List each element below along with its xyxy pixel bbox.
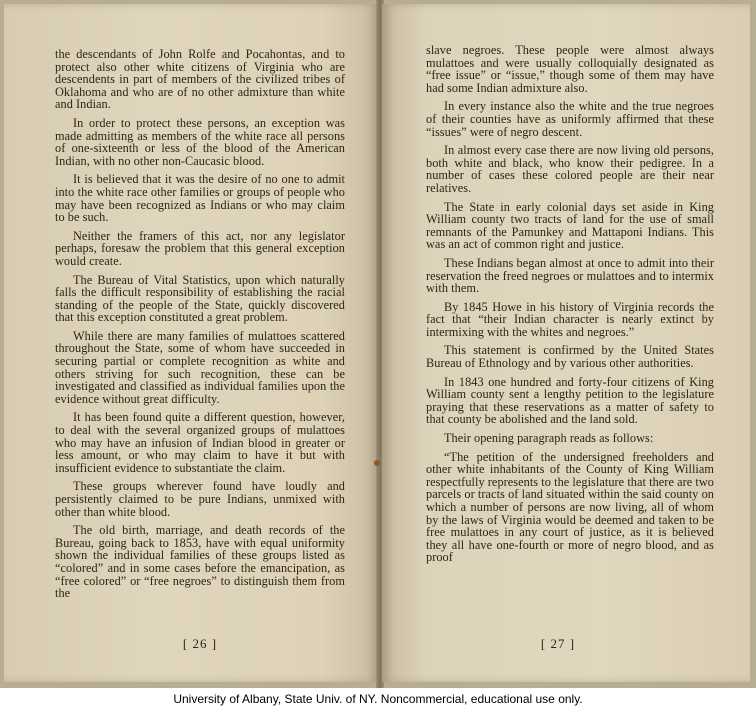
paragraph: Neither the framers of this act, nor any legislator perhaps, foresaw the problem that this general exception would create.	[55, 228, 345, 268]
page-number: [ 27 ]	[540, 636, 576, 651]
paragraph: This statement is confirmed by the United States Bureau of Ethnology and by various other authorities.	[426, 343, 714, 371]
paragraph: Their opening paragraph reads as follows:	[444, 431, 654, 446]
left-page	[4, 4, 378, 682]
binding-hole	[374, 460, 380, 466]
paragraph: In 1843 one hundred and forty-four citizens of King William county sent a lengthy petition to the legislature praying that these reservations as a matter of safety to that county be abolished and the land sold.	[426, 374, 714, 427]
paragraph: It is believed that it was the desire of no one to admit into the white race other families or groups of people who may have been recognized as Indians or who may claim to be such.	[55, 172, 345, 225]
paragraph: It has been found quite a different question, however, to deal with the several organized groups of mulattoes who may have an infusion of Indian blood in greater or less amount, or who may claim to have it but with insufficient evidence to substantiate the claim.	[55, 410, 345, 475]
right-page-text	[426, 44, 714, 570]
left-page-text	[55, 48, 345, 606]
paragraph: By 1845 Howe in his history of Virginia records the fact that “their Indian character is nearly extinct by intermixing with the whites and negroes.”	[426, 299, 714, 339]
right-page	[382, 4, 750, 682]
paragraph: “The petition of the undersigned freeholders and other white inhabitants of the County of King William respectfully represents to the legislature that there are two parcels or tracts of land situated within the said county on which a number of persons are now living, all of whom by the laws of Virginia would be deemed and taken to be free mulattoes in any court of justice, as it is believed they all have one-fourth or more of negro blood, and as proof	[426, 449, 714, 565]
paragraph: The State in early colonial days set aside in King William county two tracts of land for the use of small remnants of the Pamunkey and Mattaponi Indians. This was an act of common right and justice.	[426, 199, 714, 252]
paragraph: The Bureau of Vital Statistics, upon which naturally falls the difficult responsibility of establishing the racial standing of the people of the State, quickly discovered that this exception constituted a great problem.	[55, 272, 345, 325]
page-number: [ 26 ]	[182, 636, 218, 651]
copyright-footer: University of Albany, State Univ. of NY. Noncommercial, educational use only.	[173, 692, 583, 706]
paragraph: slave negroes. These people were almost always mulattoes and were usually colloquially designated as “free issue” or “issue,” though some of them may have had some Indian admixture also.	[426, 43, 714, 95]
paragraph: These Indians began almost at once to admit into their reservation the freed negroes or mulattoes and to intermix with them.	[426, 255, 714, 296]
paragraph: the descendants of John Rolfe and Pocahontas, and to protect also other white citizens of Virginia who are descendents in part of members of the civilized tribes of Oklahoma and who are of no other admixture than white and Indian.	[55, 47, 345, 112]
paragraph: In almost every case there are now living old persons, both white and black, who know their pedigree. In a number of cases these colored people are their near relatives.	[426, 143, 714, 195]
paragraph: In every instance also the white and the true negroes of their counties have as uniformly affirmed that these “issues” were of negro descent.	[426, 99, 714, 139]
paragraph: While there are many families of mulattoes scattered throughout the State, some of whom have succeeded in securing partial or complete recognition as white and others striving for such recognition, these can be investigated and classified as individual families upon the evidence without great difficulty.	[55, 328, 345, 406]
paragraph: The old birth, marriage, and death records of the Bureau, going back to 1853, have with equal uniformity shown the individual families of these groups listed as “colored” and in some cases before the emancipation, as “free colored” or “free negroes” to distinguish them from the	[55, 523, 345, 601]
paragraph: These groups wherever found have loudly and persistently claimed to be pure Indians, unmixed with other than white blood.	[55, 479, 345, 519]
paragraph: In order to protect these persons, an exception was made admitting as members of the white race all persons of one-sixteenth or less of the blood of the American Indian, with no other non-Caucasic blood.	[55, 115, 345, 168]
